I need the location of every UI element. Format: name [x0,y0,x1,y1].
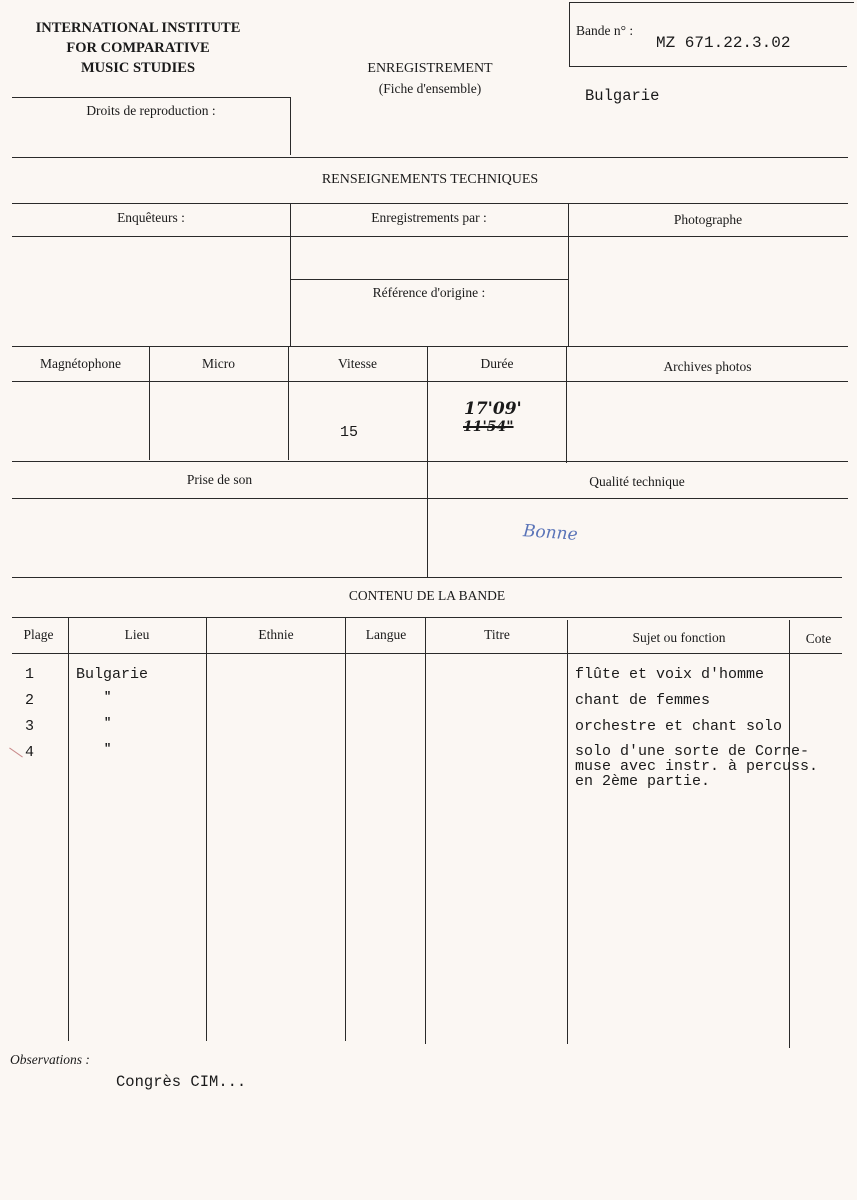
tape-number-label: Bande n° : [576,23,634,38]
col-cote: Cote [805,631,832,646]
contents-section-title: CONTENU DE LA BANDE [348,588,506,603]
row-sujet: solo d'une sorte de Corne- muse avec instr. à percuss. en 2ème partie. [575,743,819,790]
recorder-label: Magnétophone [40,356,121,371]
institute-line-3: MUSIC STUDIES [80,60,196,76]
row-sujet: chant de femmes [575,692,711,709]
rights-label: Droits de reproduction : [86,103,216,118]
row-plage: 2 [25,692,35,709]
col-titre: Titre [484,627,510,642]
photographer-label: Photographe [673,212,743,227]
row-lieu: " [104,690,112,704]
col-plage: Plage [23,627,54,642]
row-plage: 4 [25,744,35,761]
quality-value: Bonne [522,521,579,545]
col-sujet: Sujet ou fonction [632,630,726,645]
form-subtitle: (Fiche d'ensemble) [378,81,482,96]
duration-value: 17'09' [464,399,522,419]
institute-line-2: FOR COMPARATIVE [66,40,210,56]
pencil-tick-mark [9,748,23,758]
photo-archive-label: Archives photos [663,359,752,374]
form-title: ENREGISTREMENT [367,61,493,76]
duration-struck-value: 11'54" [463,419,514,435]
row-sujet: flûte et voix d'homme [575,666,765,683]
technical-section-title: RENSEIGNEMENTS TECHNIQUES [321,172,539,187]
speed-value: 15 [340,424,359,441]
tape-number-value: MZ 671.22.3.02 [656,34,791,52]
observations-label: Observations : [10,1052,90,1067]
duration-label: Durée [480,356,514,371]
recordings-by-label: Enregistrements par : [371,210,487,225]
row-sujet: orchestre et chant solo [575,718,783,735]
origin-reference-label: Référence d'origine : [372,285,486,300]
institute-name [10,18,266,78]
row-lieu: Bulgarie [76,666,149,683]
country-value: Bulgarie [585,87,660,105]
speed-label: Vitesse [338,356,377,371]
quality-label: Qualité technique [589,474,685,489]
observations-text: Congrès CIM... [116,1073,247,1091]
col-lieu: Lieu [124,627,150,642]
row-lieu: " [104,742,112,756]
mic-label: Micro [202,356,235,371]
col-ethnie: Ethnie [258,627,294,642]
row-plage: 1 [25,666,35,683]
row-lieu: " [104,716,112,730]
investigators-label: Enquêteurs : [117,210,185,225]
institute-line-1: INTERNATIONAL INSTITUTE [35,20,241,36]
sound-label: Prise de son [186,472,253,487]
col-langue: Langue [365,627,407,642]
row-plage: 3 [25,718,35,735]
